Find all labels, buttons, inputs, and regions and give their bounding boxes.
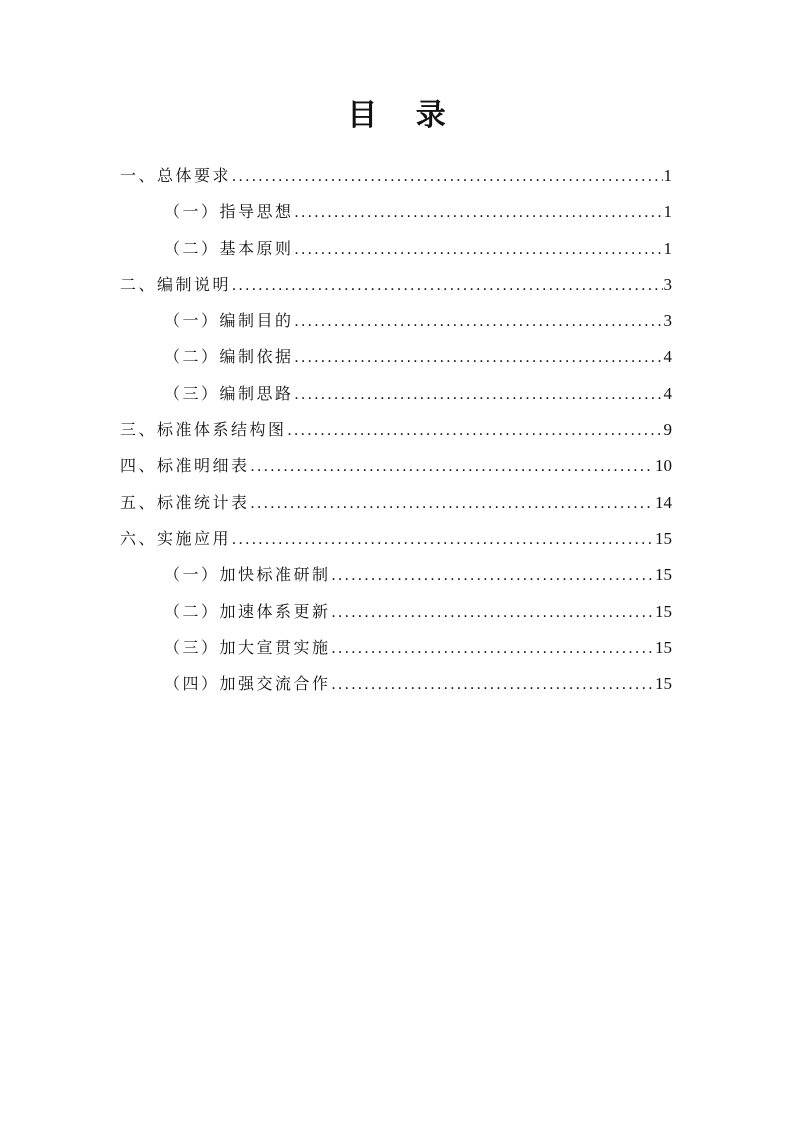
toc-entry-page-number: 15 bbox=[655, 528, 672, 548]
dot-leader bbox=[332, 631, 654, 667]
dot-leader bbox=[295, 232, 663, 268]
toc-entry[interactable] bbox=[120, 231, 672, 267]
dot-leader bbox=[295, 340, 663, 376]
toc-entry-label: （二）基本原则 bbox=[164, 238, 294, 258]
toc-entry[interactable] bbox=[120, 630, 672, 666]
toc-entry[interactable] bbox=[120, 557, 672, 593]
dot-leader bbox=[251, 449, 654, 485]
dot-leader bbox=[332, 595, 654, 631]
dot-leader bbox=[288, 413, 663, 449]
toc-entry[interactable] bbox=[120, 594, 672, 630]
dot-leader bbox=[232, 159, 662, 195]
toc-entry-page-number: 3 bbox=[663, 311, 672, 331]
toc-entry-label: （二）加速体系更新 bbox=[164, 601, 331, 621]
toc-entry[interactable] bbox=[120, 267, 672, 303]
toc-entry-label: （四）加强交流合作 bbox=[164, 674, 331, 694]
toc-entry-page-number: 1 bbox=[663, 166, 672, 185]
toc-entry[interactable] bbox=[120, 339, 672, 375]
toc-entry[interactable] bbox=[120, 666, 672, 702]
toc-entry-label: 二、编制说明 bbox=[120, 274, 232, 294]
toc-entry-page-number: 10 bbox=[655, 456, 672, 476]
toc-entry-page-number: 15 bbox=[655, 637, 672, 657]
dot-leader bbox=[295, 377, 663, 413]
toc-entry-label: （三）编制思路 bbox=[164, 383, 294, 403]
toc-entry[interactable] bbox=[120, 521, 672, 557]
toc-entry-label: （一）指导思想 bbox=[164, 202, 294, 222]
toc-entry-label: （一）加快标准研制 bbox=[164, 565, 331, 585]
dot-leader bbox=[295, 304, 663, 340]
toc-entry-page-number: 9 bbox=[663, 420, 672, 440]
toc-entry-label: （三）加大宣贯实施 bbox=[164, 637, 331, 657]
toc-entry-label: （二）编制依据 bbox=[164, 347, 294, 367]
dot-leader bbox=[232, 522, 654, 558]
toc-entry[interactable] bbox=[120, 448, 672, 484]
toc-entry-label: 四、标准明细表 bbox=[120, 456, 250, 476]
dot-leader bbox=[295, 195, 663, 231]
toc-entry[interactable] bbox=[120, 303, 672, 339]
page-title: 目 录 bbox=[347, 98, 460, 133]
toc-entry[interactable] bbox=[120, 376, 672, 412]
dot-leader bbox=[332, 667, 654, 703]
toc-entry-page-number: 4 bbox=[663, 347, 672, 367]
toc-entry-page-number: 15 bbox=[655, 601, 672, 621]
toc-entry-page-number: 4 bbox=[663, 383, 672, 403]
toc-entry[interactable] bbox=[120, 194, 672, 230]
toc-entry-page-number: 15 bbox=[655, 674, 672, 694]
toc-entry-page-number: 14 bbox=[655, 492, 672, 512]
table-of-contents bbox=[120, 158, 672, 702]
dot-leader bbox=[232, 268, 662, 304]
toc-entry[interactable] bbox=[120, 158, 672, 194]
dot-leader bbox=[251, 486, 654, 522]
dot-leader bbox=[332, 558, 654, 594]
toc-entry-label: （一）编制目的 bbox=[164, 311, 294, 331]
toc-entry-label: 三、标准体系结构图 bbox=[120, 420, 287, 440]
toc-entry[interactable] bbox=[120, 485, 672, 521]
toc-entry-page-number: 1 bbox=[663, 238, 672, 258]
toc-entry-page-number: 3 bbox=[663, 274, 672, 294]
toc-entry[interactable] bbox=[120, 412, 672, 448]
toc-entry-label: 一、总体要求 bbox=[120, 166, 232, 185]
toc-entry-label: 六、实施应用 bbox=[120, 528, 232, 548]
toc-entry-page-number: 15 bbox=[655, 565, 672, 585]
toc-entry-label: 五、标准统计表 bbox=[120, 492, 250, 512]
toc-entry-page-number: 1 bbox=[663, 202, 672, 222]
